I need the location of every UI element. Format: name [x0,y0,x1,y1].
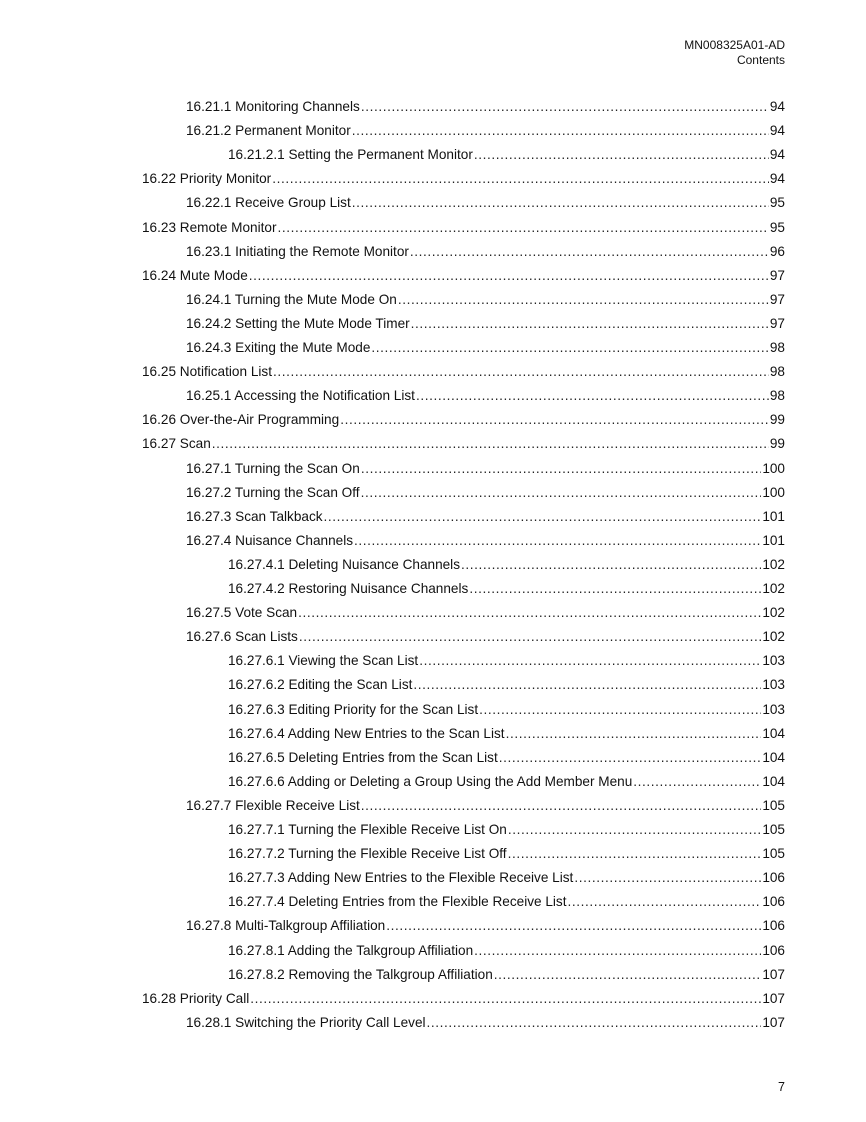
toc-entry[interactable] [228,723,785,741]
toc-entry-title: 16.27.4.2 Restoring Nuisance Channels [228,581,469,596]
toc-entry-page: 101 [762,533,785,548]
toc-entry-page: 102 [762,629,785,644]
toc-entry[interactable] [186,96,785,114]
toc-entry-title: 16.27.8 Multi-Talkgroup Affiliation [186,918,386,933]
toc-entry-title: 16.22.1 Receive Group List [186,195,351,210]
dot-leader [474,147,769,162]
dot-leader [299,629,761,644]
toc-entry[interactable] [186,289,785,307]
toc-entry-title: 16.24 Mute Mode [142,268,248,283]
toc-entry-page: 102 [762,557,785,572]
toc-entry-title: 16.27 Scan [142,436,211,451]
toc-entry[interactable] [186,1012,785,1030]
toc-entry[interactable] [228,771,785,789]
dot-leader [413,677,761,692]
toc-entry[interactable] [228,578,785,596]
toc-entry-page: 107 [762,967,785,982]
dot-leader [427,1015,762,1030]
toc-entry-title: 16.23.1 Initiating the Remote Monitor [186,244,409,259]
toc-entry-title: 16.25.1 Accessing the Notification List [186,388,415,403]
toc-entry-title: 16.27.6.1 Viewing the Scan List [228,653,419,668]
dot-leader [352,123,769,138]
toc-entry-title: 16.27.7.3 Adding New Entries to the Flexible Receive List [228,870,574,885]
toc-entry-page: 105 [762,846,785,861]
toc-entry[interactable] [186,385,785,403]
dot-leader [361,485,762,500]
toc-entry-page: 97 [769,292,785,307]
toc-entry-title: 16.27.7.1 Turning the Flexible Receive List On [228,822,507,837]
toc-entry[interactable] [186,458,785,476]
toc-entry-title: 16.27.6.4 Adding New Entries to the Scan List [228,726,505,741]
dot-leader [508,822,761,837]
toc-entry[interactable] [142,988,785,1006]
toc-entry-title: 16.27.2 Turning the Scan Off [186,485,360,500]
toc-entry[interactable] [186,530,785,548]
toc-entry-page: 94 [769,123,785,138]
toc-entry-title: 16.21.2 Permanent Monitor [186,123,351,138]
dot-leader [494,967,762,982]
toc-entry-page: 106 [762,894,785,909]
toc-entry-page: 106 [762,918,785,933]
toc-entry[interactable] [228,819,785,837]
toc-entry[interactable] [228,891,785,909]
dot-leader [574,870,761,885]
dot-leader [249,268,769,283]
toc-entry-title: 16.27.7.2 Turning the Flexible Receive List Off [228,846,507,861]
toc-entry-title: 16.28 Priority Call [142,991,250,1006]
toc-entry-title: 16.27.6.3 Editing Priority for the Scan List [228,702,479,717]
toc-entry[interactable] [228,699,785,717]
toc-entry-page: 103 [762,677,785,692]
section-name: Contents [736,53,785,67]
toc-entry-title: 16.21.1 Monitoring Channels [186,99,360,114]
toc-entry-title: 16.27.7.4 Deleting Entries from the Flexible Receive List [228,894,567,909]
toc-entry-page: 98 [769,388,785,403]
toc-entry[interactable] [142,409,785,427]
toc-entry-page: 103 [762,653,785,668]
toc-entry[interactable] [228,747,785,765]
toc-entry-page: 97 [769,268,785,283]
dot-leader [411,316,769,331]
dot-leader [361,99,769,114]
dot-leader [416,388,769,403]
dot-leader [352,195,769,210]
dot-leader [469,581,761,596]
toc-entry-page: 102 [762,605,785,620]
toc-entry[interactable] [186,626,785,644]
toc-entry-page: 95 [769,195,785,210]
dot-leader [340,412,769,427]
toc-entry[interactable] [186,795,785,813]
toc-entry-title: 16.27.4.1 Deleting Nuisance Channels [228,557,461,572]
toc-entry-page: 98 [769,340,785,355]
toc-entry-title: 16.27.8.2 Removing the Talkgroup Affiliation [228,967,493,982]
toc-entry-page: 105 [762,798,785,813]
toc-entry-title: 16.27.1 Turning the Scan On [186,461,360,476]
dot-leader [568,894,762,909]
toc-entry-title: 16.27.7 Flexible Receive List [186,798,360,813]
dot-leader [508,846,762,861]
toc-entry[interactable] [142,433,785,451]
page-number: 7 [778,1080,785,1094]
toc-entry-title: 16.26 Over-the-Air Programming [142,412,340,427]
toc-entry[interactable] [228,144,785,162]
toc-entry-page: 102 [762,581,785,596]
toc-entry-title: 16.25 Notification List [142,364,272,379]
dot-leader [479,702,761,717]
toc-entry-page: 99 [769,412,785,427]
toc-entry-page: 100 [762,461,785,476]
toc-entry[interactable] [186,241,785,259]
toc-entry[interactable] [142,217,785,235]
dot-leader [386,918,761,933]
toc-entry[interactable] [228,867,785,885]
toc-entry-page: 106 [762,943,785,958]
dot-leader [272,171,769,186]
page-header [684,38,785,68]
toc-entry[interactable] [228,940,785,958]
toc-entry[interactable] [186,337,785,355]
toc-entry[interactable] [186,482,785,500]
toc-entry-page: 107 [762,991,785,1006]
toc-entry[interactable] [142,168,785,186]
toc-entry-title: 16.27.3 Scan Talkback [186,509,323,524]
toc-entry-title: 16.27.8.1 Adding the Talkgroup Affiliation [228,943,474,958]
toc-entry[interactable] [186,120,785,138]
toc-entry-page: 104 [762,774,785,789]
toc-entry-page: 94 [769,147,785,162]
dot-leader [278,220,769,235]
toc-entry[interactable] [228,554,785,572]
dot-leader [212,436,769,451]
toc-entry-title: 16.27.6.5 Deleting Entries from the Scan List [228,750,498,765]
toc-entry[interactable] [142,265,785,283]
toc-entry-title: 16.22 Priority Monitor [142,171,272,186]
dot-leader [419,653,761,668]
toc-entry-page: 98 [769,364,785,379]
dot-leader [250,991,761,1006]
toc-entry[interactable] [228,650,785,668]
toc-entry-page: 99 [769,436,785,451]
toc-entry-title: 16.28.1 Switching the Priority Call Level [186,1015,426,1030]
toc-entry-title: 16.24.1 Turning the Mute Mode On [186,292,397,307]
toc-entry-page: 104 [762,750,785,765]
toc-entry-title: 16.27.4 Nuisance Channels [186,533,354,548]
toc-entry[interactable] [186,602,785,620]
toc-entry-title: 16.23 Remote Monitor [142,220,277,235]
toc-entry[interactable] [142,361,785,379]
dot-leader [298,605,761,620]
toc-entry-page: 100 [762,485,785,500]
dot-leader [398,292,769,307]
dot-leader [361,798,762,813]
toc-entry-title: 16.24.2 Setting the Mute Mode Timer [186,316,410,331]
dot-leader [410,244,769,259]
toc-entry-title: 16.27.6 Scan Lists [186,629,298,644]
toc-entry-title: 16.27.6.6 Adding or Deleting a Group Using the Add Member Menu [228,774,633,789]
toc-entry[interactable] [186,506,785,524]
toc-entry-page: 103 [762,702,785,717]
dot-leader [371,340,768,355]
toc-entry[interactable] [228,674,785,692]
toc-entry[interactable] [186,192,785,210]
dot-leader [324,509,762,524]
toc-entry-title: 16.27.6.2 Editing the Scan List [228,677,413,692]
toc-entry[interactable] [186,915,785,933]
dot-leader [633,774,761,789]
toc-entry[interactable] [228,843,785,861]
dot-leader [506,726,762,741]
document-id: MN008325A01-AD [684,38,785,52]
toc-entry[interactable] [186,313,785,331]
dot-leader [461,557,761,572]
dot-leader [474,943,761,958]
toc-entry-page: 94 [769,171,785,186]
toc-entry-page: 101 [762,509,785,524]
dot-leader [499,750,762,765]
toc-entry-page: 107 [762,1015,785,1030]
dot-leader [273,364,769,379]
toc-entry-page: 106 [762,870,785,885]
toc-entry-page: 96 [769,244,785,259]
toc-entry-title: 16.21.2.1 Setting the Permanent Monitor [228,147,473,162]
toc-entry[interactable] [228,964,785,982]
toc-entry-page: 97 [769,316,785,331]
dot-leader [361,461,761,476]
dot-leader [354,533,761,548]
toc-entry-title: 16.27.5 Vote Scan [186,605,298,620]
toc-entry-page: 94 [769,99,785,114]
toc-entry-page: 95 [769,220,785,235]
toc-entry-page: 104 [762,726,785,741]
toc-entry-page: 105 [762,822,785,837]
toc-entry-title: 16.24.3 Exiting the Mute Mode [186,340,371,355]
